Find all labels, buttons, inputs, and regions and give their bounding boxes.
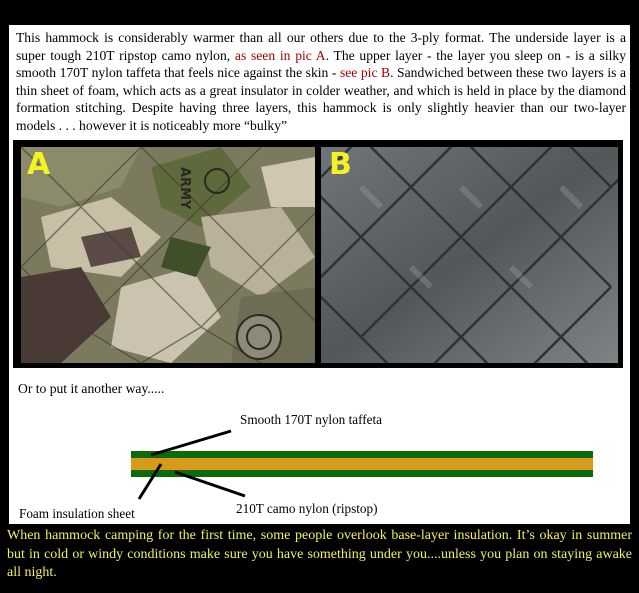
photo-a-label: A — [27, 147, 51, 182]
content-panel — [9, 25, 630, 524]
photo-a-camo — [21, 147, 315, 363]
foam-layer-band — [131, 458, 593, 470]
label-taffeta: Smooth 170T nylon taffeta — [240, 412, 382, 427]
diagram-intro: Or to put it another way..... — [18, 381, 165, 396]
intro-text-1: This hammock is considerably warmer than all our others due to the 3-ply format. The underside layer is a super tough 210T ripstop camo nylon, — [16, 30, 626, 63]
label-camo: 210T camo nylon (ripstop) — [236, 501, 378, 516]
army-patch-text: ARMY — [177, 167, 192, 210]
intro-text-2: . The upper layer - the layer you sleep on - is a silky smooth 170T nylon taffeta that feels nice against the skin - — [16, 47, 626, 81]
photo-b-label: B — [329, 147, 352, 182]
intro-text-3: . Sandwiched between these two layers is a thin sheet of foam, which acts as a great insulator in colder weather, and which is held in place by the diamond formation stitching. Despite having three layers, this hammock is only slightly heavier than our two-layer models . . . however it is noticeably more “bulky” — [16, 65, 626, 133]
label-foam: Foam insulation sheet — [19, 506, 135, 521]
photo-b-taffeta — [321, 147, 618, 363]
intro-paragraph — [16, 29, 626, 135]
footer-note: When hammock camping for the first time, some people overlook base-layer insulation. It’s okay in summer but in cold or windy conditions make sure you have something under you....unless you plan on staying awake all night. — [7, 528, 632, 580]
pic-b-reference: see pic B — [339, 65, 391, 81]
layer-diagram — [9, 405, 630, 524]
pic-a-reference: as seen in pic A — [234, 47, 326, 63]
photo-strip — [13, 140, 623, 368]
